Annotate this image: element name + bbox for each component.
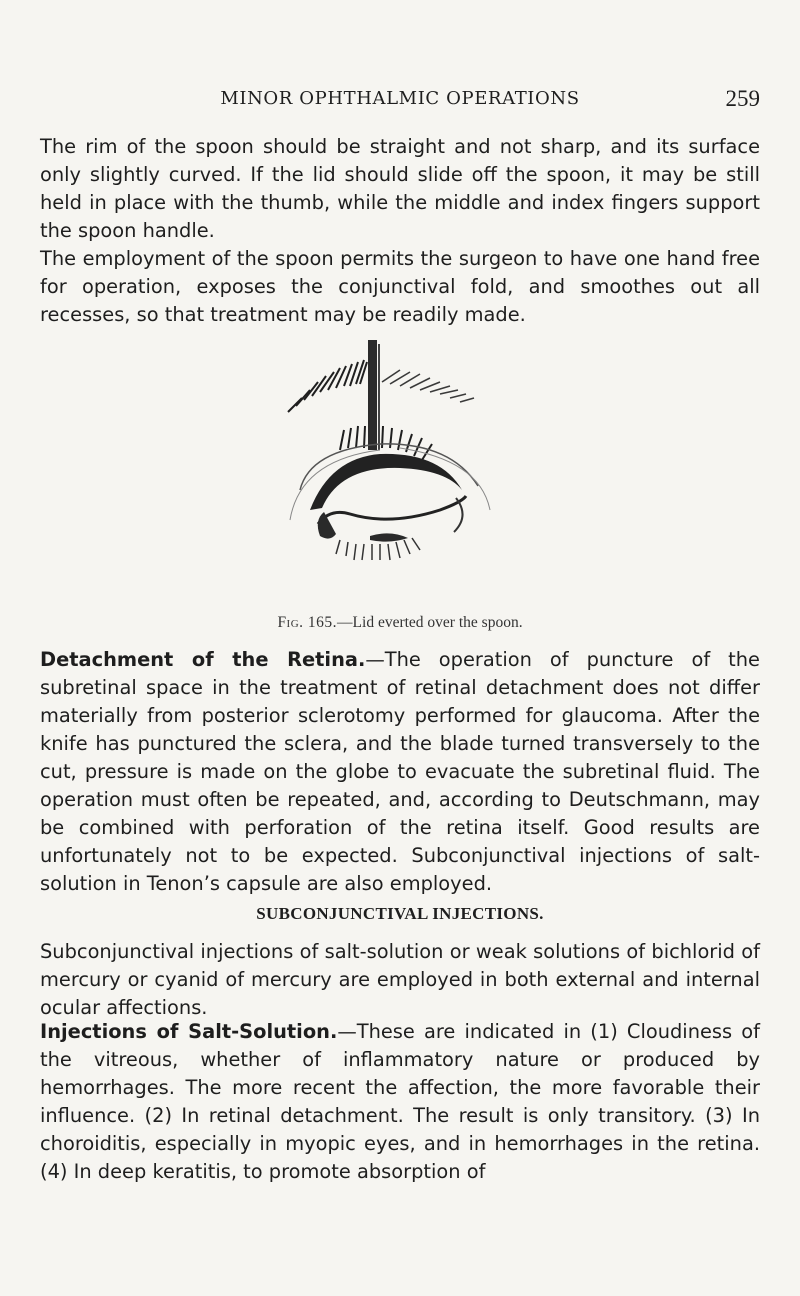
paragraph-salt-solution xyxy=(40,1018,760,1186)
running-title: MINOR OPHTHALMIC OPERATIONS xyxy=(220,88,580,109)
run-in-heading-salt-solution: Injections of Salt-Solution. xyxy=(40,1020,338,1043)
lower-lashes xyxy=(336,538,420,560)
everted-lid xyxy=(310,454,462,510)
spoon-handle xyxy=(368,340,377,450)
figure-lid-everted-illustration xyxy=(240,340,540,600)
figure-label: Fig. 165. xyxy=(277,614,338,631)
run-in-heading-retina: Detachment of the Retina. xyxy=(40,648,366,671)
section-heading: SUBCONJUNCTIVAL INJECTIONS. xyxy=(256,904,544,923)
eyebrow-left xyxy=(288,360,367,412)
eye-spoon-illustration xyxy=(240,340,540,600)
paragraph-retina-text: —The operation of puncture of the subretinal space in the treatment of retinal detachment does not differ materially from posterior sclerotomy performed for glaucoma. After the knife has punctured the sclera, and the blade turned transversely to the cut, pressure is made on the globe to evacuate the subretinal fluid. The operation must often be repeated, and, according to Deutschmann, may be combined with perforation of the retina itself. Good results are unfortunately not to be expected. Subconjunctival injections of salt-solution in Tenon’s capsule are also employed. xyxy=(40,648,760,895)
spoon-rim xyxy=(318,496,466,524)
figure-caption xyxy=(0,614,800,632)
running-head xyxy=(40,88,760,116)
figure-caption-text: —Lid everted over the spoon. xyxy=(337,614,523,631)
eyebrow-right xyxy=(382,370,474,402)
paragraph-subconjunctival: Subconjunctival injections of salt-solution or weak solutions of bichlorid of mercury or cyanid of mercury are employed in both external and internal ocular affections. xyxy=(40,940,760,1019)
page-number: 259 xyxy=(725,86,760,111)
paragraph-spoon-rim: The rim of the spoon should be straight and not sharp, and its surface only slightly curved. If the lid should slide off the spoon, it may be still held in place with the thumb, while the middle and index fingers support the spoon handle. xyxy=(40,135,760,242)
paragraph-retina-detachment xyxy=(40,646,760,898)
paragraph-salt-solution-text: —These are indicated in (1) Cloudiness of the vitreous, whether of inflammatory nature or produced by hemorrhages. The more recent the affection, the more favorable their influence. (2) In retinal detachment. The result is only transitory. (3) In choroiditis, especially in myopic eyes, and in hemorrhages in the retina. (4) In deep keratitis, to promote absorption of xyxy=(40,1020,760,1183)
paragraph-spoon-employment: The employment of the spoon permits the surgeon to have one hand free for operation, exposes the conjunctival fold, and smoothes out all recesses, so that treatment may be readily made. xyxy=(40,247,760,326)
